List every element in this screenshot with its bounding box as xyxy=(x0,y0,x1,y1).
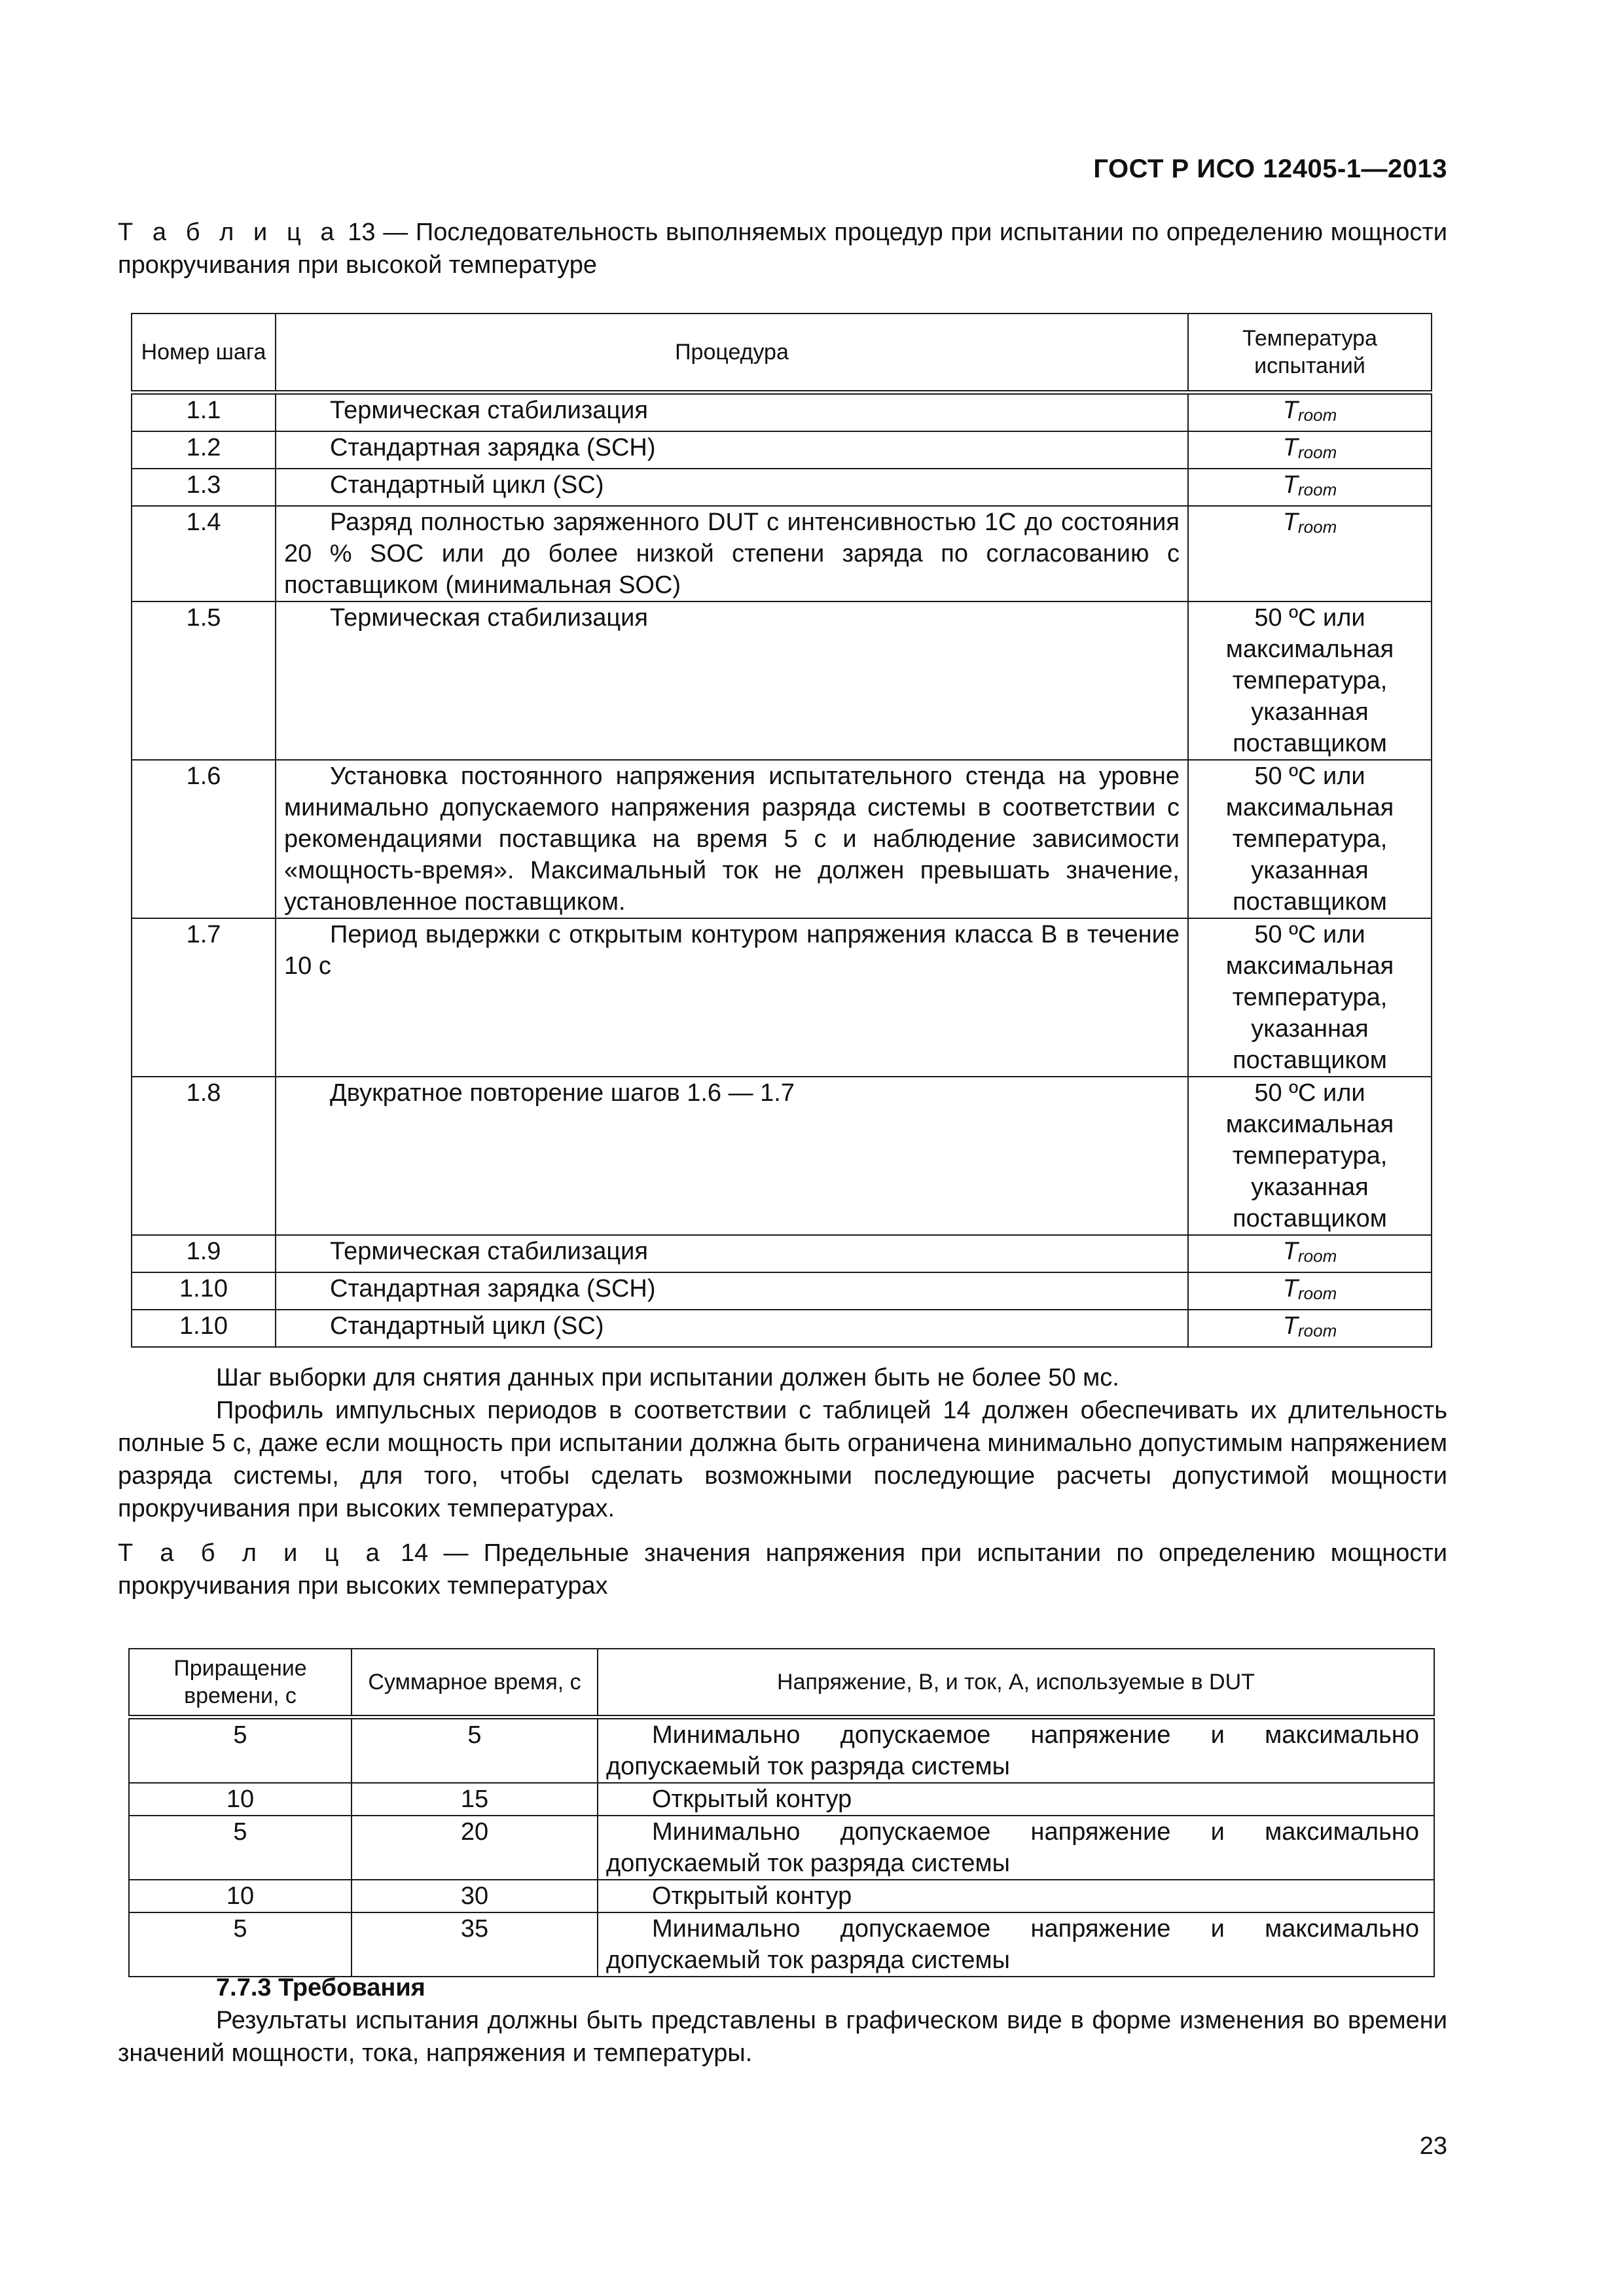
header-procedure: Процедура xyxy=(276,314,1188,392)
section-heading-requirements: 7.7.3 Требования xyxy=(216,1974,425,2001)
test-temperature xyxy=(1188,469,1432,506)
table-row xyxy=(129,1912,1434,1977)
voltage-current-text: Минимально допускаемое напряжение и максимально допускаемый ток разряда системы xyxy=(606,1818,1419,1877)
voltage-current-text: Минимально допускаемое напряжение и максимально допускаемый ток разряда системы xyxy=(606,1721,1419,1780)
room-temperature-symbol xyxy=(1283,1238,1337,1265)
procedure-cell xyxy=(276,506,1188,601)
room-temperature-symbol xyxy=(1283,434,1337,461)
step-number: 1.8 xyxy=(132,1077,276,1235)
time-increment-cell: 5 xyxy=(129,1717,352,1784)
temperature-subscript: room xyxy=(1297,516,1337,537)
table-14-label: Т а б л и ц а xyxy=(118,1539,386,1567)
step-number: 1.10 xyxy=(132,1310,276,1347)
table-row xyxy=(129,1717,1434,1784)
step-number: 1.9 xyxy=(132,1235,276,1272)
procedure-cell xyxy=(276,760,1188,918)
table-13-title: 13 — Последовательность выполняемых процедур при испытании по определению мощности прокручивания при высокой температуре xyxy=(118,219,1447,279)
procedure-text: Стандартная зарядка (SCH) xyxy=(330,433,656,461)
test-temperature: 50 ºC или максимальная температура, указанная поставщиком xyxy=(1188,760,1432,918)
procedure-cell xyxy=(276,1235,1188,1272)
procedure-text: Стандартный цикл (SC) xyxy=(330,471,604,499)
table-row xyxy=(129,1816,1434,1880)
procedure-cell xyxy=(276,392,1188,431)
total-time-cell: 15 xyxy=(352,1783,598,1816)
table-13-label: Т а б л и ц а xyxy=(118,219,340,246)
header-voltage-current: Напряжение, В, и ток, А, используемые в DUT xyxy=(598,1649,1434,1717)
body-text xyxy=(118,1361,1447,1525)
voltage-current-cell xyxy=(598,1816,1434,1880)
procedure-text: Термическая стабилизация xyxy=(330,603,648,632)
temperature-subscript: room xyxy=(1297,404,1337,425)
voltage-limits-table xyxy=(128,1648,1435,1977)
time-increment-cell: 5 xyxy=(129,1912,352,1977)
procedure-table xyxy=(131,313,1432,1348)
test-temperature xyxy=(1188,1310,1432,1347)
temperature-subscript: room xyxy=(1297,1320,1337,1340)
room-temperature-symbol xyxy=(1283,1275,1337,1302)
table-row xyxy=(132,1077,1432,1235)
test-temperature xyxy=(1188,506,1432,601)
test-temperature xyxy=(1188,1272,1432,1310)
temperature-subscript: room xyxy=(1297,479,1337,499)
temperature-subscript: room xyxy=(1297,1283,1337,1303)
test-temperature: 50 ºC или максимальная температура, указанная поставщиком xyxy=(1188,918,1432,1077)
temperature-subscript: room xyxy=(1297,1246,1337,1266)
table-row xyxy=(132,469,1432,506)
total-time-cell: 20 xyxy=(352,1816,598,1880)
table-row xyxy=(132,1310,1432,1347)
voltage-current-cell xyxy=(598,1880,1434,1912)
procedure-text: Термическая стабилизация xyxy=(330,396,648,424)
table-row xyxy=(132,431,1432,469)
temperature-symbol: T xyxy=(1282,1312,1298,1340)
header-time-increment: Приращение времени, с xyxy=(129,1649,352,1717)
total-time-cell: 5 xyxy=(352,1717,598,1784)
step-number: 1.3 xyxy=(132,469,276,506)
procedure-cell xyxy=(276,469,1188,506)
procedure-cell xyxy=(276,1310,1188,1347)
header-step-number: Номер шага xyxy=(132,314,276,392)
temperature-symbol: T xyxy=(1282,1274,1298,1302)
table-row xyxy=(132,506,1432,601)
step-number: 1.5 xyxy=(132,601,276,760)
time-increment-cell: 10 xyxy=(129,1880,352,1912)
voltage-current-text: Открытый контур xyxy=(652,1882,852,1910)
voltage-current-cell xyxy=(598,1783,1434,1816)
voltage-current-cell xyxy=(598,1717,1434,1784)
voltage-current-cell xyxy=(598,1912,1434,1977)
voltage-current-text: Открытый контур xyxy=(652,1785,852,1813)
step-number: 1.2 xyxy=(132,431,276,469)
table-14-title: 14 — Предельные значения напряжения при испытании по определению мощности прокручивания при высоких температурах xyxy=(118,1539,1447,1600)
temperature-symbol: T xyxy=(1282,471,1298,499)
total-time-cell: 30 xyxy=(352,1880,598,1912)
step-number: 1.10 xyxy=(132,1272,276,1310)
table-row xyxy=(132,918,1432,1077)
page-number: 23 xyxy=(1419,2132,1447,2160)
procedure-cell xyxy=(276,918,1188,1077)
step-number: 1.6 xyxy=(132,760,276,918)
procedure-cell xyxy=(276,1272,1188,1310)
procedure-text: Стандартный цикл (SC) xyxy=(330,1312,604,1340)
procedure-text: Период выдержки с открытым контуром напряжения класса В в течение 10 с xyxy=(284,920,1180,980)
procedure-cell xyxy=(276,1077,1188,1235)
step-number: 1.1 xyxy=(132,392,276,431)
procedure-text: Термическая стабилизация xyxy=(330,1237,648,1265)
requirements-text: Результаты испытания должны быть представлены в графическом виде в форме изменения во времени значений мощности, тока, напряжения и температуры. xyxy=(118,2007,1447,2067)
test-temperature xyxy=(1188,431,1432,469)
table-row xyxy=(132,760,1432,918)
test-temperature: 50 ºC или максимальная температура, указанная поставщиком xyxy=(1188,601,1432,760)
room-temperature-symbol xyxy=(1283,397,1337,424)
step-number: 1.7 xyxy=(132,918,276,1077)
procedure-cell xyxy=(276,601,1188,760)
procedure-text: Стандартная зарядка (SCH) xyxy=(330,1274,656,1302)
temperature-symbol: T xyxy=(1282,1237,1298,1265)
temperature-symbol: T xyxy=(1282,508,1298,536)
room-temperature-symbol xyxy=(1283,1312,1337,1340)
document-id: ГОСТ Р ИСО 12405-1—2013 xyxy=(1093,154,1447,183)
voltage-current-text: Минимально допускаемое напряжение и максимально допускаемый ток разряда системы xyxy=(606,1915,1419,1974)
paragraph-sampling-step: Шаг выборки для снятия данных при испытании должен быть не более 50 мс. xyxy=(216,1364,1119,1391)
table-row xyxy=(132,601,1432,760)
time-increment-cell: 10 xyxy=(129,1783,352,1816)
test-temperature: 50 ºC или максимальная температура, указанная поставщиком xyxy=(1188,1077,1432,1235)
table-13-caption xyxy=(118,216,1447,281)
table-row xyxy=(132,1272,1432,1310)
procedure-cell xyxy=(276,431,1188,469)
table-row xyxy=(132,392,1432,431)
header-total-time: Суммарное время, с xyxy=(352,1649,598,1717)
procedure-text: Двукратное повторение шагов 1.6 — 1.7 xyxy=(330,1079,795,1107)
header-test-temperature: Температура испытаний xyxy=(1188,314,1432,392)
temperature-symbol: T xyxy=(1282,433,1298,461)
time-increment-cell: 5 xyxy=(129,1816,352,1880)
test-temperature xyxy=(1188,1235,1432,1272)
procedure-text: Разряд полностью заряженного DUT с интенсивностью 1C до состояния 20 % SOC или до более низкой степени заряда по согласованию с поставщиком (минимальная SOC) xyxy=(284,508,1180,599)
voltage-limits-table-body xyxy=(129,1717,1434,1977)
room-temperature-symbol xyxy=(1283,471,1337,499)
paragraph-pulse-profile: Профиль импульсных периодов в соответствии с таблицей 14 должен обеспечивать их длительность полные 5 с, даже если мощность при испытании должна быть ограничена минимально допустимым напряжением разряда системы, для того, чтобы сделать возможными последующие расчеты допустимой мощности прокручивания при высоких температурах. xyxy=(118,1397,1447,1522)
test-temperature xyxy=(1188,392,1432,431)
table-row xyxy=(132,1235,1432,1272)
step-number: 1.4 xyxy=(132,506,276,601)
procedure-table-body xyxy=(132,392,1432,1347)
room-temperature-symbol xyxy=(1283,509,1337,536)
table-header-row xyxy=(129,1649,1434,1717)
table-14-caption xyxy=(118,1537,1447,1602)
temperature-symbol: T xyxy=(1282,396,1298,424)
table-row xyxy=(129,1783,1434,1816)
total-time-cell: 35 xyxy=(352,1912,598,1977)
table-header-row xyxy=(132,314,1432,392)
procedure-text: Установка постоянного напряжения испытательного стенда на уровне минимально допускаемого напряжения разряда системы в соответствии с рекомендациями поставщика на время 5 с и наблюдение зависимости «мощность-время». Максимальный ток не должен превышать значение, установленное поставщиком. xyxy=(284,762,1180,916)
temperature-subscript: room xyxy=(1297,442,1337,462)
table-row xyxy=(129,1880,1434,1912)
